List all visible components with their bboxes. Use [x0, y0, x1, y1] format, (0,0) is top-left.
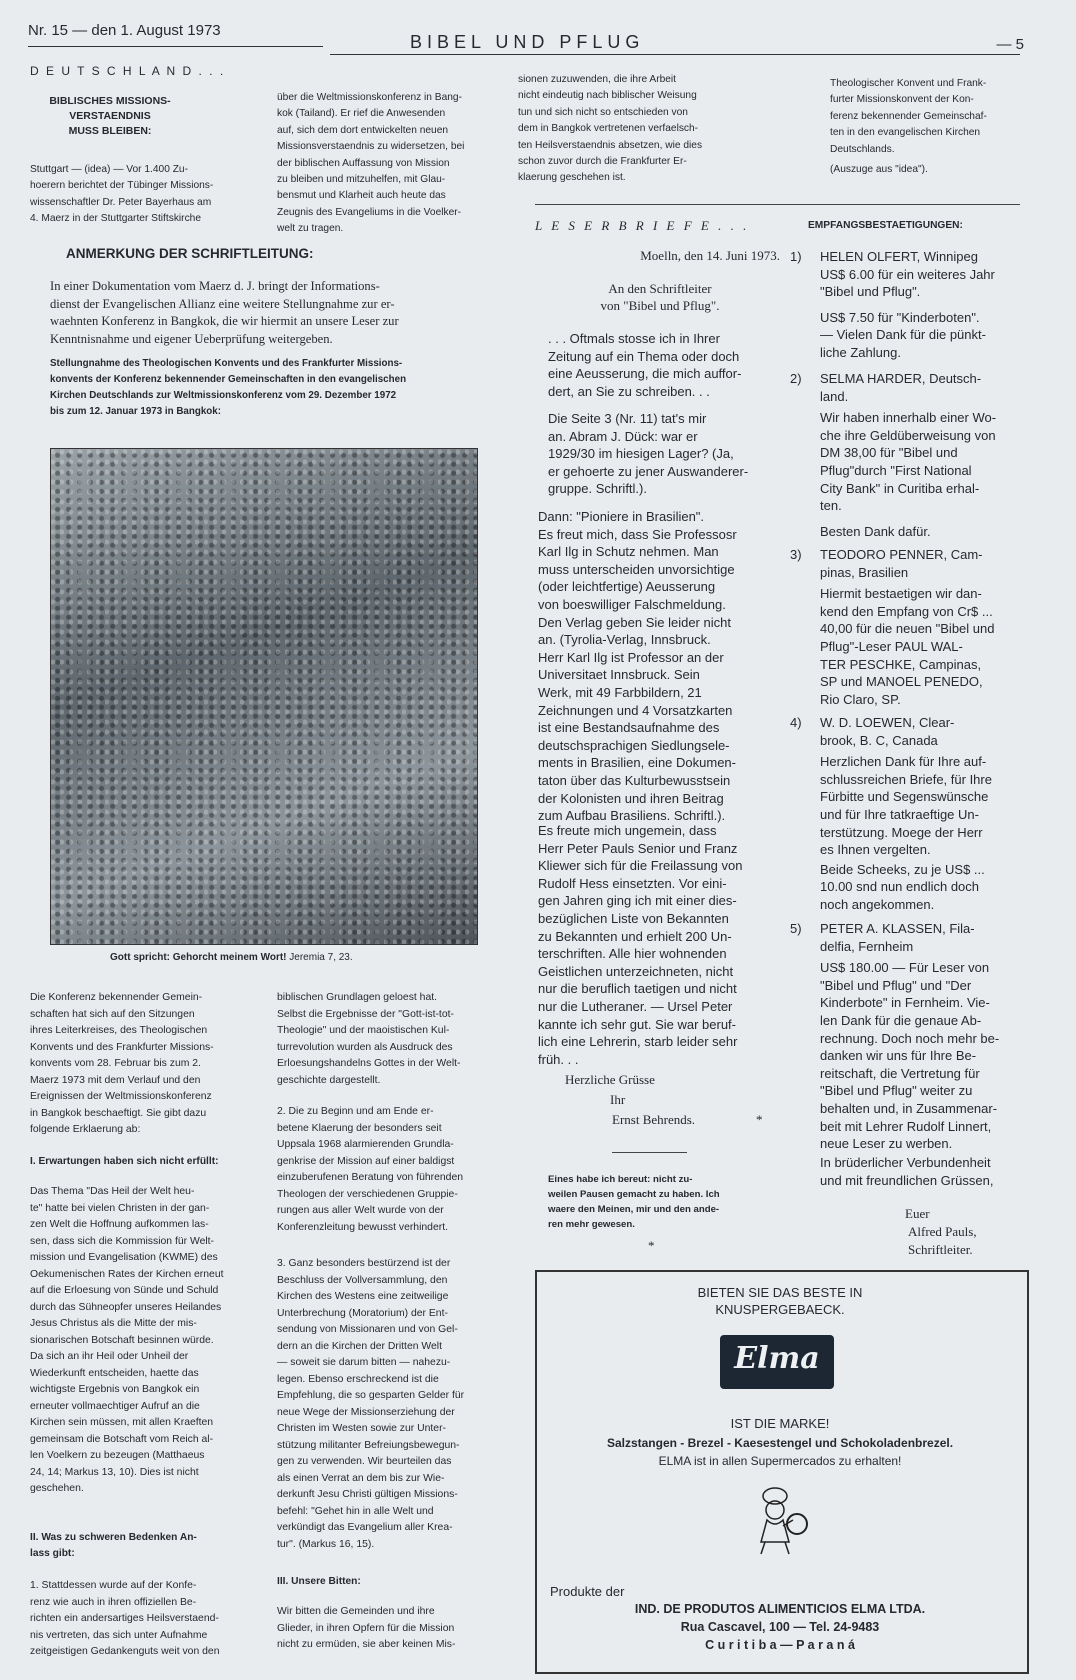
item-text: Beide Scheeks, zu je US$ ... 10.00 snd nun endlich doch noch angekommen. [820, 861, 985, 912]
caption-bold: Gott spricht: Gehorcht meinem Wort! [110, 952, 287, 963]
item-number: 4) [790, 715, 802, 730]
statement-intro: Stellungnahme des Theologischen Konvents und des Frankfurter Missions- konvents der Konferenz bekennender Gemeinschaften in den evangelischen Kirchen Deutschlands zur Weltmissionskonferenz vom 29. Dezember 1972 bis zum 12. Januar 1973 in Bangkok: [50, 358, 407, 417]
letter-address: An den Schriftleiter von "Bibel und Pflug". [600, 281, 720, 313]
section-divider [535, 204, 1020, 205]
ad-availability: ELMA ist in allen Supermercados zu erhalten! [658, 1454, 902, 1468]
ad-headline: BIETEN SIE DAS BESTE IN KNUSPERGEBAECK. [697, 1285, 863, 1317]
item-name: HELEN OLFERT, Winnipeg [820, 249, 978, 264]
item-number: 1) [790, 249, 802, 264]
item-text: US$ 6.00 für ein weiteres Jahr "Bibel und Pflug". [820, 266, 995, 300]
section-heading-III: III. Unsere Bitten: [277, 1576, 361, 1587]
quote-text: Eines habe ich bereut: nicht zu- weilen Pausen gemacht zu haben. Ich waere den Meinen, mir und den ande- ren mehr gewesen. [548, 1174, 720, 1230]
item-text: Hiermit bestaetigen wir dan- kend den Empfang von Cr$ ... 40,00 für die neuen "Bibel und Pflug"-Leser PAUL WAL- TER PESCHKE, Campinas, SP und MANOEL PENEDO, Rio Claro, SP. [820, 586, 995, 707]
newspaper-title: BIBEL UND PFLUG [410, 32, 645, 52]
item-text: US$ 7.50 für "Kinderboten". — Vielen Dank für die pünkt- liche Zahlung. [820, 309, 986, 360]
signature-name: Alfred Pauls, [908, 1224, 977, 1239]
letter-paragraph: . . . Oftmals stosse ich in Ihrer Zeitung auf ein Thema oder doch eine Aeusserung, die mich auffor- dert, an Sie zu schreiben. . . [548, 331, 742, 399]
letter-date: Moelln, den 14. Juni 1973. [640, 248, 780, 263]
section-kicker: D E U T S C H L A N D . . . [30, 64, 226, 78]
letters-heading: L E S E R B R I E F E . . . [535, 218, 750, 233]
item-name: W. D. LOEWEN, Clear- brook, B. C, Canada [820, 715, 955, 748]
article-text: Stuttgart — (idea) — Vor 1.400 Zu- hoerern berichtet der Tübinger Missions- wissenschaftler Dr. Peter Bayerhaus am 4. Maerz in der Stuttgarter Stiftskirche [30, 164, 214, 225]
ad-address: Rua Cascavel, 100 — Tel. 24-9483 [680, 1620, 880, 1634]
article-continuation: sionen zuzuwenden, die ihre Arbeit nicht eindeutig nach biblischer Weisung tun und sich nicht so entschieden von dem in Bangkok vertretenen verfaelsch- ten Heilsverstaendnis absetzen, wie dies schon zuvor durch die Frankfurter Er- klaerung geschehen ist. [518, 74, 703, 184]
section-heading-I: I. Erwartungen haben sich nicht erfüllt: [30, 1156, 219, 1167]
letter-paragraph: Die Seite 3 (Nr. 11) tat's mir an. Abram J. Dück: war er 1929/30 im hiesigen Lager? (Ja, er gehoerte zu jener Auswanderer- gruppe. Schriftl.). [548, 411, 749, 497]
item-name: PETER A. KLASSEN, Fila- delfia, Fernheim [820, 921, 975, 954]
section-heading-II: II. Was zu schweren Bedenken An- lass gibt: [30, 1532, 197, 1560]
letter-greeting: Herzliche Grüsse [565, 1072, 655, 1087]
ad-city: C u r i t i b a — P a r a n á [705, 1638, 855, 1652]
item-number: 3) [790, 547, 802, 562]
section-II-continuation: biblischen Grundlagen geloest hat. Selbst die Ergebnisse der "Gott-ist-tot- Theologie" und der maoistischen Kul- turrevolution wurden als Ausdruck des Erloesungshandelns Gottes in der Welt- geschichte dargestellt. [277, 992, 461, 1086]
signature-title: Schriftleiter. [908, 1242, 973, 1257]
receipt-item-4 [790, 714, 1025, 922]
letter-signature: Ernst Behrends. [612, 1112, 696, 1127]
caption-reference: Jeremia 7, 23. [289, 952, 353, 963]
header-rule-left [28, 46, 323, 47]
ad-company-name: IND. DE PRODUTOS ALIMENTICIOS ELMA LTDA. [634, 1602, 926, 1616]
article-headline: BIBLISCHES MISSIONS- VERSTAENDNIS MUSS BLEIBEN: [49, 95, 171, 137]
receipt-item-3 [790, 546, 1025, 716]
ad-products: Salzstangen - Brezel - Kaesestengel und Schokoladenbrezel. [606, 1436, 954, 1450]
short-divider [612, 1152, 687, 1153]
article-continuation: über die Weltmissionskonferenz in Bang- kok (Tailand). Er rief die Anwesenden auf, sich dem dort entwickelten neuen Missionsverstaendnis zu widersetzen, bei der biblischen Auffassung von Mission zu bleiben und mitzuhelfen, mit Glau- bensmut und Klarheit auch heute das Zeugnis des Evangeliums in die Voelker- welt zu tragen. [277, 92, 465, 235]
item-name: SELMA HARDER, Deutsch- land. [820, 371, 982, 404]
receipt-item-2 [790, 370, 1025, 548]
ad-brand-line: IST DIE MARKE! [730, 1416, 830, 1431]
ad-produkte-label: Produkte der [550, 1584, 625, 1599]
page-number: — 5 [996, 36, 1024, 53]
header-rule-right [330, 54, 1020, 55]
section-I-text: Das Thema "Das Heil der Welt heu- te" hatte bei vielen Christen in der gan- zen Welt die Hoffnung aufkommen las- sen, dass sich die Kommission für Welt- mission und Evangelisation (KWME) des Oekumenischen Rates der Kirchen erneut auf die Erloesung von Sünde und Schuld durch das Sühneopfer unseres Heilandes Jesus Christus als die Mitte der mis- sionarischen Botschaft besinnen würde. Da sich an ihr Heil oder Unheil der Wiederkunft entscheiden, haette das wichtigste Ergebnis von Bangkok ein erneuter vollmaechtiger Aufruf an die Kirchen sein müssen, mit allen Kraeften gemeinsam die Botschaft vom Reich al- len Voelkern zu bezeugen (Matthaeus 24, 14; Markus 13, 10). Dies ist nicht geschehen. [30, 1186, 224, 1494]
item-text: US$ 180.00 — Für Leser von "Bibel und Pflug" und "Der Kinderbote" in Fernheim. Vie- len Dank für die genaue Ab- rechnung. Doch noch mehr be- danken wir uns für Ihre Be- reitschaft, die Vertretung für "Bibel und Pflug" weiter zu behalten und, in Zusammenar- beit mit Lehrer Rudolf Linnert, neue Leser zu werben. [820, 960, 1000, 1152]
end-mark: * [648, 1238, 655, 1253]
baker-mascot-icon [745, 1484, 815, 1558]
receipt-item-5 [790, 920, 1025, 1161]
section-II-point-3: 3. Ganz besonders bestürzend ist der Beschluss der Vollversammlung, den Kirchen des Westens eine zeitweilige Unterbrechung (Moratorium) der Ent- sendung von Missionaren und von Gel- dern an die Kirchen der Dritten Welt — soweit sie darum bitten — nahezu- legen. Ebenso erschreckend ist die Empfehlung, die so gesparten Gelder für neue Wege der Missionserziehung der Christen im Westen sowie zur Unter- stützung militanter Befreiungsbewegun- gen zu verwenden. Wir beurteilen das als einen Verrat an dem bis zur Wie- derkunft Jesu Christi gültigen Missions- befehl: "Gehet hin in alle Welt und verkündigt das Evangelium aller Krea- tur". (Markus 16, 15). [277, 1258, 465, 1550]
section-II-text: 1. Stattdessen wurde auf der Konfe- renz wie auch in ihren offiziellen Be- richten ein andersartiges Heilsverstaend- nis vertreten, das sich unter Aufnahme zeitgeistigen Gedankenguts weit von den [30, 1580, 220, 1657]
item-text: Wir haben innerhalb einer Wo- che ihre Geldüberweisung von DM 38,00 für "Bibel und Pflug"durch "First National City Bank" in Curitiba erhal- ten. [820, 410, 997, 514]
section-III-text: Wir bitten die Gemeinden und ihre Glieder, in ihren Opfern für die Mission nicht zu ermüden, sie aber keinen Mis- [277, 1606, 456, 1650]
letter-paragraph: Dann: "Pioniere in Brasilien". Es freut mich, dass Sie Professosr Karl Ilg in Schutz nehmen. Man muss unterscheiden unvorsichtige (oder leichtfertige) Aeusserung von boeswilliger Falschmeldung. Den Verlag geben Sie leider nicht an. (Tyrolia-Verlag, Innsbruck. Herr Karl Ilg ist Professor an der Universitaet Innsbruck. Sein Werk, mit 49 Farbbildern, 21 Zeichnungen und 4 Vorsatzkarten ist eine Bestandsaufnahme des deutschsprachigen Siedlungsele- ments in Brasilien, eine Dokumen- taton über das Kulturbewusstsein der Kolonisten und ihren Beitrag zum Aufbau Brasiliens. Schriftl.). [538, 509, 737, 824]
item-text: Herzlichen Dank für Ihre auf- schlussreichen Briefe, für Ihre Fürbitte und Segenswünsche und für Ihre tatkraeftige Un- terstützung. Moege der Herr es Ihnen vergelten. [820, 754, 992, 858]
item-number: 2) [790, 371, 802, 386]
item-text: Besten Dank dafür. [820, 523, 931, 539]
item-number: 5) [790, 921, 802, 936]
signature-line: Euer [905, 1206, 930, 1221]
item-name: TEODORO PENNER, Cam- pinas, Brasilien [820, 547, 983, 580]
receipts-closing: In brüderlicher Verbundenheit und mit freundlichen Grüssen, [820, 1155, 994, 1188]
end-mark: * [756, 1112, 763, 1127]
issue-date: Nr. 15 — den 1. August 1973 [28, 22, 221, 39]
editor-note-text: In einer Dokumentation vom Maerz d. J. bringt der Informations- dienst der Evangelischen Allianz eine weitere Stellungnahme zur er- waehnten Konferenz in Bangkok, die wir hiermit an unsere Leser zur Kenntnisnahme und eigener Ueberprüfung weitergeben. [50, 279, 399, 346]
crowd-photo [50, 448, 478, 945]
receipts-heading: EMPFANGSBESTAETIGUNGEN: [808, 220, 963, 231]
statement-intro-text: Die Konferenz bekennender Gemein- schaften hat sich auf den Sitzungen ihres Leiterkreises, des Theologischen Konvents und des Frankfurter Missions- konvents vom 28. Februar bis zum 2. Maerz 1973 mit dem Verlauf und den Ereignissen der Weltmissionskonferenz in Bangkok beschaeftigt. Sie gibt dazu folgende Erklaerung ab: [30, 992, 214, 1135]
editor-note-heading: ANMERKUNG DER SCHRIFTLEITUNG: [66, 246, 314, 261]
receipt-item-1 [790, 248, 1025, 370]
article-signatories: Theologischer Konvent und Frank- furter Missionskonvent der Kon- ferenz bekennender Gemeinschaf- ten in den evangelischen Kirchen Deutschlands. [830, 78, 987, 155]
elma-logo [720, 1335, 834, 1389]
elma-logo-text: Elma [734, 1341, 820, 1376]
letter-paragraph: Es freute mich ungemein, dass Herr Peter Pauls Senior und Franz Kliewer sich für die Freilassung von Rudolf Hess einsetzten. Vor eini- gen Jahren ging ich mit einer dies- bezüglichen Liste von Bekannten zu Bekannten und erhielt 200 Un- terschriften. Alle hier wohnenden Geistlichen unterzeichneten, nicht nur die beruflich taetigen und nicht nur die Lutheraner. — Ursel Peter kannte ich sehr gut. Sie war beruf- lich eine Lehrerin, starb leider sehr früh. . . [538, 823, 743, 1067]
photo-caption [110, 952, 510, 963]
letter-ihr: Ihr [610, 1092, 626, 1107]
article-source: (Auszuge aus "idea"). [830, 164, 928, 175]
section-II-point-2: 2. Die zu Beginn und am Ende er- betene Klaerung der besonders seit Uppsala 1968 alarmierenden Grundla- genkrise der Mission auf einer baldigst einzuberufenen Beratung von führenden Theologen der verschiedenen Gruppie- rungen aus aller Welt wurde von der Konferenzleitung bewusst verhindert. [277, 1106, 464, 1233]
